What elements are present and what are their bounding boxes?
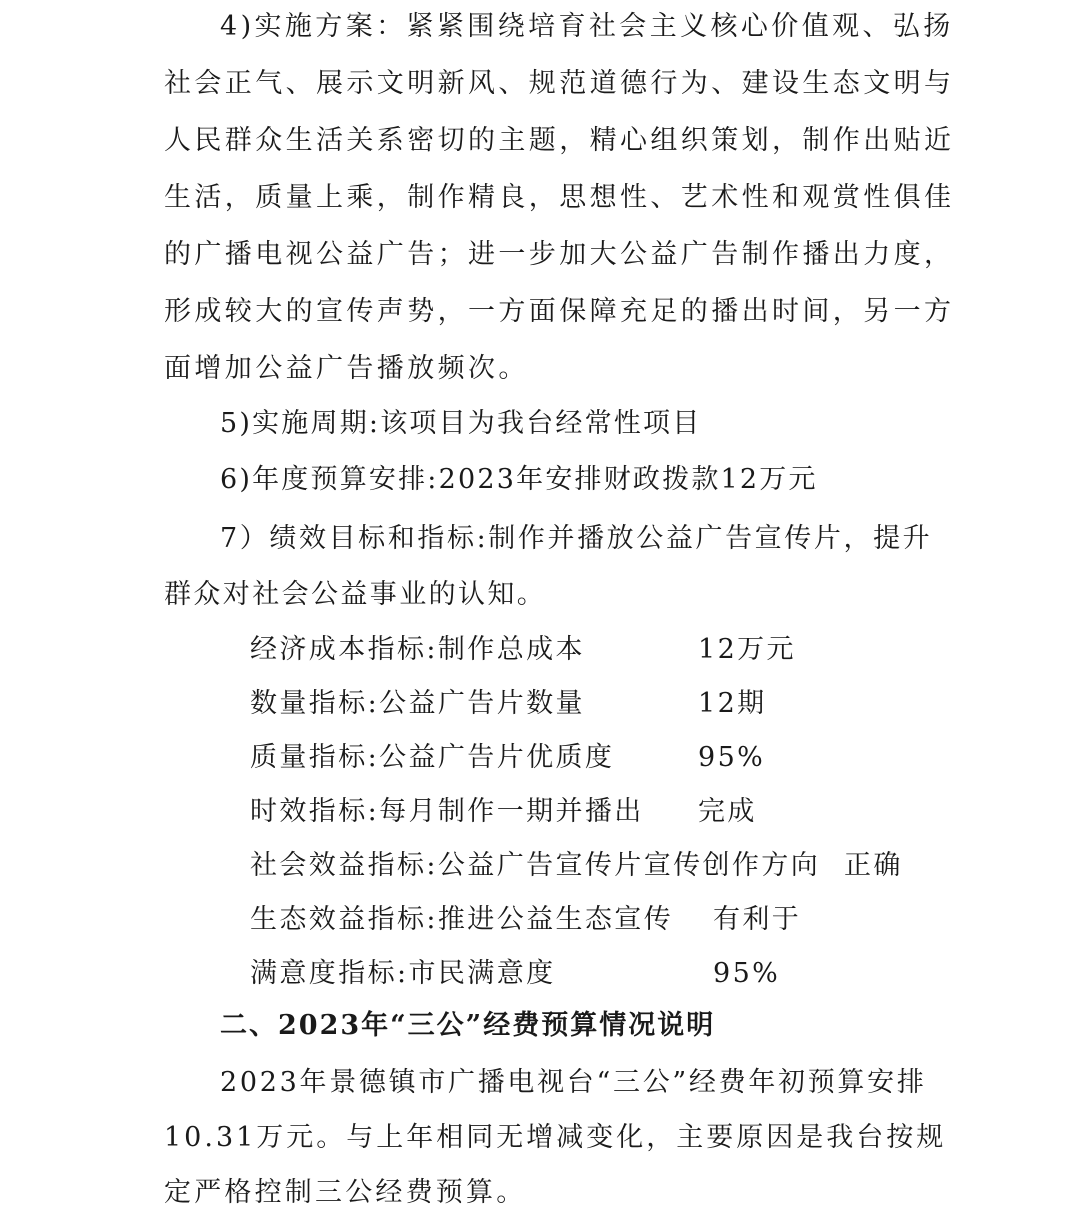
item4-line-2: 社会正气、展示文明新风、规范道德行为、建设生态文明与	[164, 68, 955, 99]
section2-line-2: 10.31万元。与上年相同无增减变化，主要原因是我台按规	[164, 1122, 947, 1153]
item5-line: 5)实施周期:该项目为我台经常性项目	[220, 408, 702, 439]
indicator-value-quality: 95%	[698, 742, 766, 773]
indicator-label-ecological: 生态效益指标:推进公益生态宣传	[250, 904, 674, 935]
indicator-value-timeliness: 完成	[698, 796, 757, 827]
section-heading: 二、2023年“三公”经费预算情况说明	[220, 1010, 716, 1041]
indicator-label-timeliness: 时效指标:每月制作一期并播出	[250, 796, 644, 827]
indicator-label-quantity: 数量指标:公益广告片数量	[250, 688, 585, 719]
indicator-label-cost: 经济成本指标:制作总成本	[250, 634, 585, 665]
item4-line-1: 4)实施方案：紧紧围绕培育社会主义核心价值观、弘扬	[220, 11, 954, 42]
indicator-value-social: 正确	[844, 850, 903, 881]
indicator-label-quality: 质量指标:公益广告片优质度	[250, 742, 615, 773]
item4-line-5: 的广播电视公益广告；进一步加大公益广告制作播出力度，	[164, 239, 955, 270]
indicator-value-quantity: 12期	[698, 688, 767, 719]
item4-line-7: 面增加公益广告播放频次。	[164, 353, 529, 384]
item7-line-2: 群众对社会公益事业的认知。	[164, 579, 547, 610]
item4-line-3: 人民群众生活关系密切的主题，精心组织策划，制作出贴近	[164, 125, 955, 156]
section2-line-1: 2023年景德镇市广播电视台“三公”经费年初预算安排	[220, 1067, 927, 1098]
indicator-value-cost: 12万元	[698, 634, 796, 665]
indicator-label-satisfaction: 满意度指标:市民满意度	[250, 958, 556, 989]
indicator-label-social: 社会效益指标:公益广告宣传片宣传创作方向	[250, 850, 821, 881]
section2-line-3: 定严格控制三公经费预算。	[164, 1177, 527, 1208]
item4-line-4: 生活，质量上乘，制作精良，思想性、艺术性和观赏性俱佳	[164, 182, 955, 213]
indicator-value-satisfaction: 95%	[713, 958, 781, 989]
item7-line-1: 7）绩效目标和指标:制作并播放公益广告宣传片，提升	[220, 523, 933, 554]
item6-line: 6)年度预算安排:2023年安排财政拨款12万元	[220, 464, 818, 495]
item4-line-6: 形成较大的宣传声势，一方面保障充足的播出时间，另一方	[164, 296, 955, 327]
indicator-value-ecological: 有利于	[713, 904, 802, 935]
